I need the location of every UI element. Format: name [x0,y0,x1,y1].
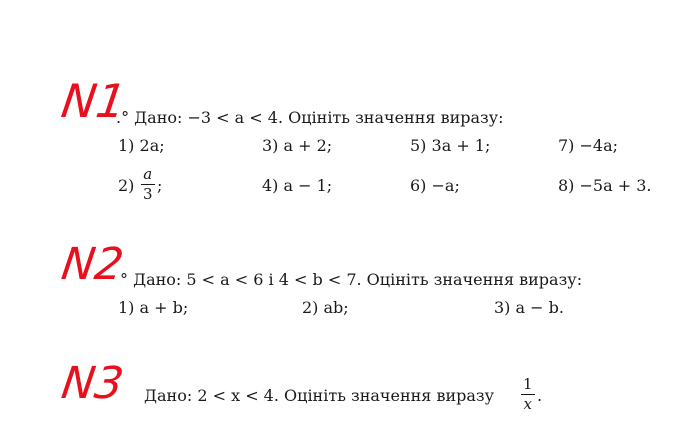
fraction-numerator: a [143,165,153,183]
problem-2-item-2: 2) ab; [302,298,349,317]
problem-1-item-1: 1) 2a; [118,136,165,155]
fraction-numerator: 1 [523,375,533,393]
problem-1-item-6: 6) −a; [410,176,460,195]
problem-1-item-5: 5) 3a + 1; [410,136,491,155]
problem-2-item-3: 3) a − b. [494,298,564,317]
problem-2-statement: ° Дано: 5 < a < 6 і 4 < b < 7. Оцініть значення виразу: [120,270,583,289]
fraction-denominator: x [523,395,532,413]
problem-1-statement: .° Дано: −3 < a < 4. Оцініть значення виразу: [116,108,504,127]
fraction-denominator: 3 [143,185,153,203]
problem-3-statement: Дано: 2 < x < 4. Оцініть значення виразу [144,386,495,405]
problem-1-item-8: 8) −5a + 3. [558,176,652,195]
handwritten-label-n1: N1 [58,74,130,128]
problem-3-suffix: . [537,386,543,405]
problem-1-item-2-prefix: 2) [118,176,135,195]
problem-1-item-2-fraction [141,166,155,203]
problem-1-item-4: 4) a − 1; [262,176,333,195]
problem-1-item-7: 7) −4a; [558,136,619,155]
problem-2-item-1: 1) a + b; [118,298,189,317]
problem-1-item-3: 3) a + 2; [262,136,333,155]
problem-3-fraction [521,376,535,413]
problem-1-item-2-suffix: ; [157,176,163,195]
handwritten-label-n2: N2 [58,239,127,290]
handwritten-label-n3: N3 [58,358,127,409]
